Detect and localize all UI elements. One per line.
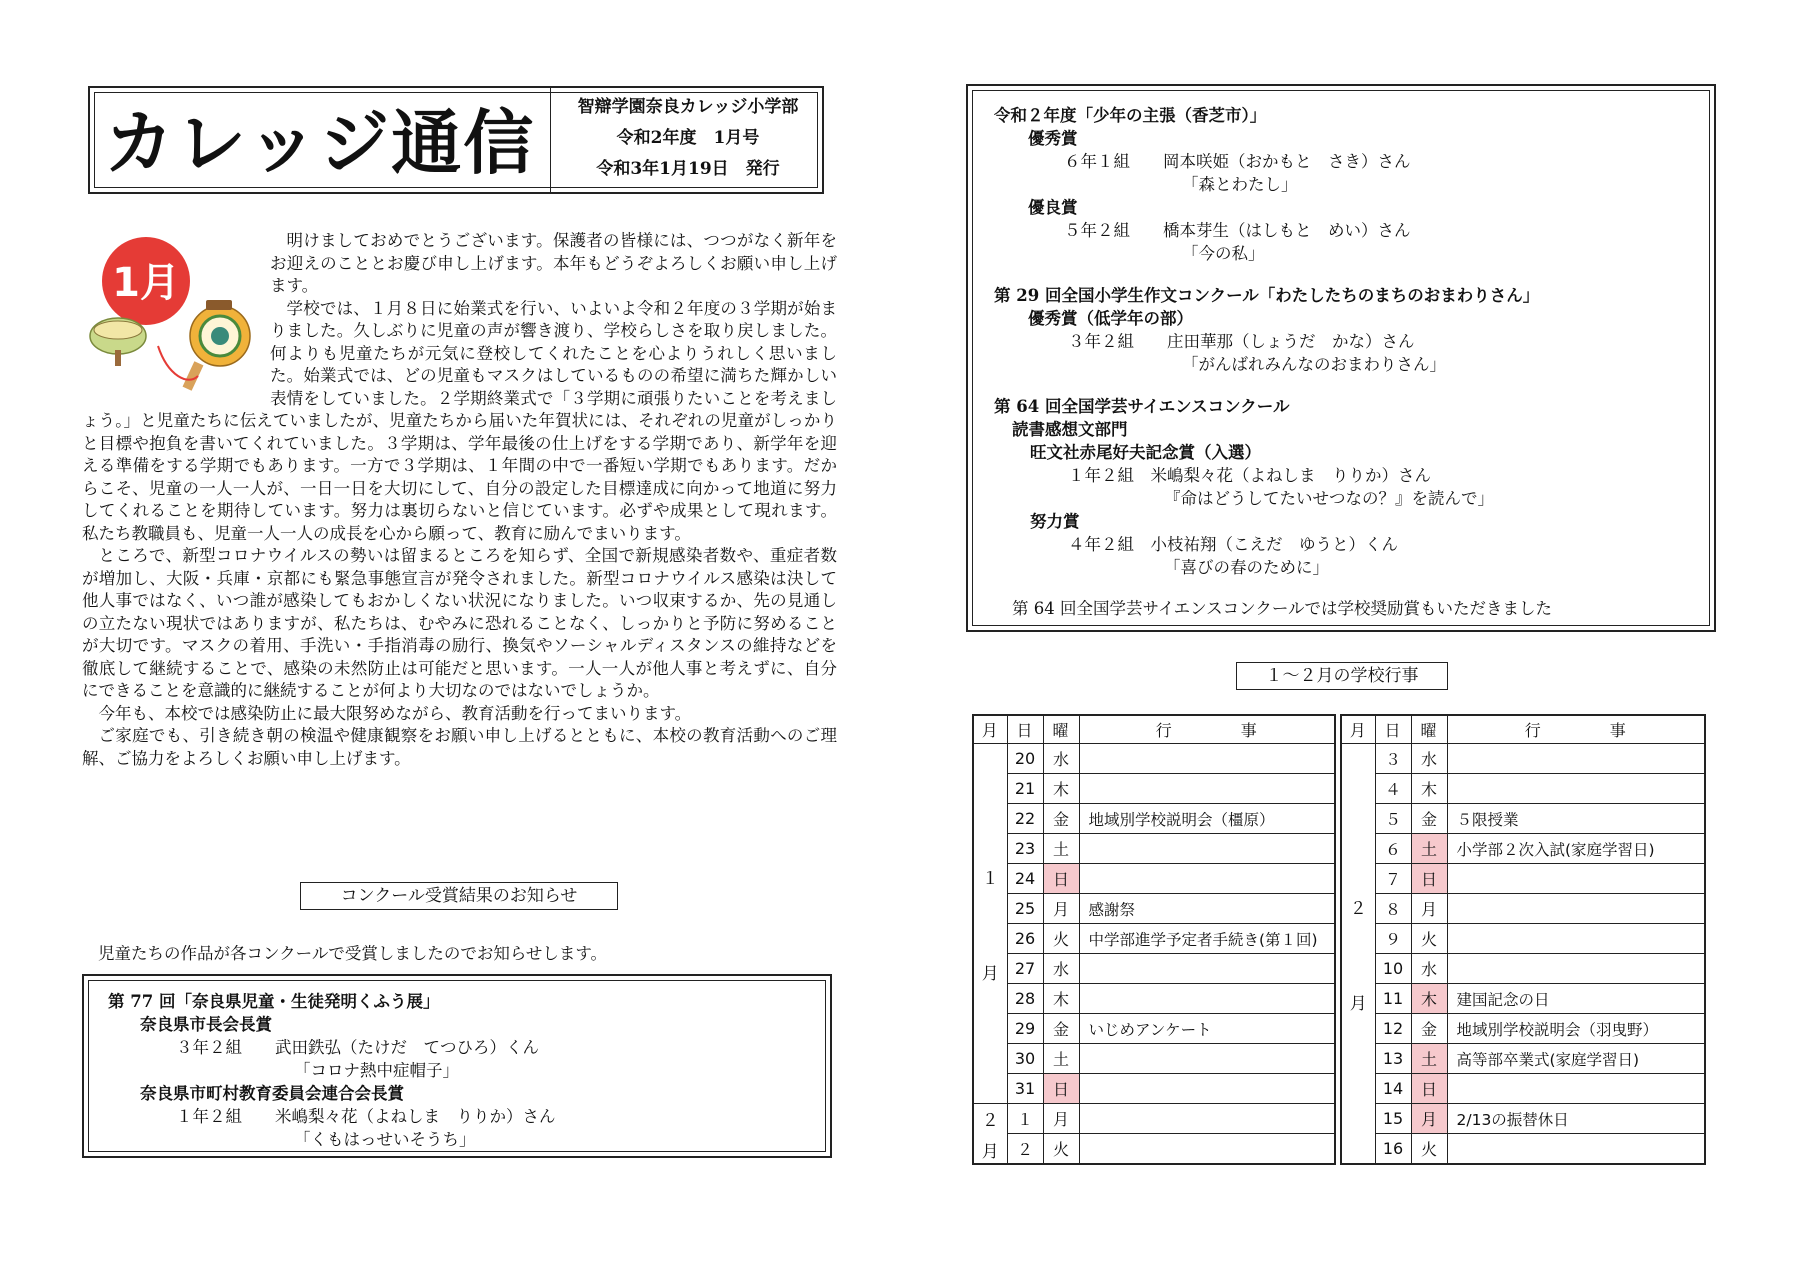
event-cell: 2/13の振替休日 (1447, 1104, 1705, 1134)
schedule-row (973, 984, 1335, 1014)
award-prize: 優秀賞 (1028, 129, 1078, 148)
weekday-cell: 土 (1043, 834, 1079, 864)
day-cell: 26 (1007, 924, 1043, 954)
event-cell (1447, 864, 1705, 894)
event-cell (1447, 774, 1705, 804)
weekday-cell: 火 (1411, 1134, 1447, 1165)
day-cell: 28 (1007, 984, 1043, 1014)
award-winner: ４年２組 小枝祐翔（こえだ ゆうと）くん (1068, 535, 1398, 554)
schedule-row (1341, 984, 1705, 1014)
weekday-cell: 金 (1411, 1014, 1447, 1044)
schedule-row (1341, 1074, 1705, 1104)
event-cell (1079, 1134, 1335, 1165)
day-cell: 16 (1375, 1134, 1411, 1165)
intro-paragraph: 学校では、１月８日に始業式を行い、いよいよ令和２年度の３学期が始まりました。久しぶりに児童の声が響き渡り、学校らしさを取り戻しました。何よりも児童たちが元気に登校してくれたことを心よりうれしく思いました。始業式では、どの児童もマスクはしているものの希望に満ちた輝かしい表情をしていました。２学期終業式で「３学期に頑張りたいことを考えましょう。」と児童たちに伝えていましたが、児童たちから届いた年賀状には、それぞれの児童がしっかりと目標や抱負を書いてくれていました。３学期は、学年最後の仕上げをする学期であり、新学年を迎える準備をする学期でもあります。一方で３学期は、１年間の中で一番短い学期でもあります。だからこそ、児童の一人一人が、一日一日を大切にして、自分の設定した目標達成に向かって地道に努力してくれることを期待しています。努力は裏切らないと信じています。必ずや成果として現れます。私たち教職員も、児童一人一人の成長を心から願って、教育に励んでまいります。 (82, 298, 838, 543)
award-prize: 奈良県市町村教育委員会連合会長賞 (140, 1084, 404, 1103)
weekday-cell: 火 (1043, 1134, 1079, 1165)
intro-paragraph: ご家庭でも、引き続き朝の検温や健康観察をお願い申し上げるとともに、本校の教育活動へのご理解、ご協力をよろしくお願い申し上げます。 (82, 726, 837, 768)
schedule-row (1341, 954, 1705, 984)
event-cell: ５限授業 (1447, 804, 1705, 834)
schedule-row (973, 924, 1335, 954)
weekday-cell: 水 (1411, 954, 1447, 984)
schedule-row (973, 894, 1335, 924)
header-event: 行 事 (1079, 715, 1335, 744)
award-winner: １年２組 米嶋梨々花（よねしま りりか）さん (176, 1107, 556, 1126)
day-cell: 30 (1007, 1044, 1043, 1074)
month-suffix: 月 (1349, 993, 1367, 1014)
schedule-row (1341, 894, 1705, 924)
day-cell: ４ (1375, 774, 1411, 804)
schedule-row (973, 1074, 1335, 1104)
event-cell (1447, 924, 1705, 954)
weekday-cell: 火 (1043, 924, 1079, 954)
award-contest-title: 第 29 回全国小学生作文コンクール「わたしたちのまちのおまわりさん」 (994, 286, 1540, 305)
award-prize: 優秀賞（低学年の部） (1028, 309, 1193, 328)
award-work-title: 「今の私」 (1182, 244, 1265, 263)
event-cell (1079, 1104, 1335, 1134)
month-suffix: 月 (981, 1141, 999, 1162)
badge-text: 1月 (112, 260, 180, 306)
award-work-title: 「コロナ熱中症帽子」 (294, 1061, 459, 1080)
schedule-table-january (972, 714, 1336, 1165)
event-cell (1079, 984, 1335, 1014)
day-cell: 23 (1007, 834, 1043, 864)
day-cell: 31 (1007, 1074, 1043, 1104)
day-cell: 29 (1007, 1014, 1043, 1044)
event-cell (1447, 1134, 1705, 1165)
schedule-row (973, 774, 1335, 804)
event-cell (1079, 744, 1335, 774)
table-header-row (1341, 715, 1705, 744)
schedule-row (973, 864, 1335, 894)
award-box-right (966, 84, 1716, 632)
intro-paragraph: ところで、新型コロナウイルスの勢いは留まるところを知らず、全国で新規感染者数や、重症者数が増加し、大阪・兵庫・京都にも緊急事態宣言が発令されました。新型コロナウイルス感染は決して他人事ではなく、いつ誰が感染してもおかしくない状況になりました。いつ収束するか、先の見通しの立たない現状ではありますが、私たちは、むやみに恐れることなく、しっかりと予防に努めることが大切です。マスクの着用、手洗い・手指消毒の励行、換気やソーシャルディスタンスの維持などを徹底して継続することで、感染の未然防止は可能だと思います。一人一人が他人事と考えずに、自分にできることを意識的に継続することが何より大切なのではないでしょうか。 (82, 546, 837, 700)
event-cell: いじめアンケート (1079, 1014, 1335, 1044)
weekday-cell: 木 (1043, 984, 1079, 1014)
schedule-row (1341, 1014, 1705, 1044)
day-cell: ５ (1375, 804, 1411, 834)
award-work-title: 「森とわたし」 (1182, 175, 1298, 194)
day-cell: 27 (1007, 954, 1043, 984)
day-cell: 24 (1007, 864, 1043, 894)
weekday-cell: 金 (1411, 804, 1447, 834)
masthead-info (560, 92, 816, 185)
day-cell: ３ (1375, 744, 1411, 774)
schedule-row (973, 1104, 1335, 1134)
schedule-row (973, 804, 1335, 834)
weekday-cell: 月 (1411, 894, 1447, 924)
award-winner: ３年２組 庄田華那（しょうだ かな）さん (1068, 332, 1415, 351)
weekday-cell: 月 (1043, 1104, 1079, 1134)
contest-intro: 児童たちの作品が各コンクールで受賞しましたのでお知らせします。 (98, 944, 608, 963)
month-number: １ (981, 868, 999, 889)
contest-heading: コンクール受賞結果のお知らせ (300, 882, 618, 910)
event-cell (1079, 834, 1335, 864)
event-cell: 感謝祭 (1079, 894, 1335, 924)
events-heading: １～２月の学校行事 (1236, 662, 1448, 690)
award-prize: 奈良県市長会長賞 (140, 1015, 272, 1034)
award-work-title: 「がんばれみんなのおまわりさん」 (1182, 355, 1446, 374)
day-cell: 20 (1007, 744, 1043, 774)
header-month: 月 (973, 715, 1007, 744)
award-category: 読書感想文部門 (1012, 420, 1128, 439)
weekday-cell: 水 (1043, 744, 1079, 774)
event-cell (1447, 894, 1705, 924)
weekday-cell: 土 (1411, 834, 1447, 864)
award-prize: 努力賞 (1030, 512, 1080, 531)
weekday-cell: 水 (1043, 954, 1079, 984)
event-cell: 小学部２次入試(家庭学習日) (1447, 834, 1705, 864)
month-number: ２ (1349, 898, 1367, 919)
schedule-row (973, 1014, 1335, 1044)
month-cell (1341, 744, 1375, 1165)
weekday-cell: 金 (1043, 804, 1079, 834)
day-cell: 14 (1375, 1074, 1411, 1104)
event-cell: 中学部進学予定者手続き(第１回) (1079, 924, 1335, 954)
weekday-cell: 日 (1043, 1074, 1079, 1104)
schedule-row (1341, 1134, 1705, 1165)
award-contest-title: 第 77 回「奈良県児童・生徒発明くふう展」 (108, 992, 440, 1011)
award-note: 第 64 回全国学芸サイエンスコンクールでは学校奨励賞もいただきました (1012, 599, 1553, 618)
weekday-cell: 土 (1043, 1044, 1079, 1074)
day-cell: 15 (1375, 1104, 1411, 1134)
intro-text (82, 230, 837, 770)
masthead (88, 86, 824, 194)
weekday-cell: 木 (1411, 774, 1447, 804)
weekday-cell: 月 (1411, 1104, 1447, 1134)
month-number: ２ (981, 1110, 999, 1131)
award-winner: ５年２組 橋本芽生（はしもと めい）さん (1064, 221, 1411, 240)
schedule-row (1341, 864, 1705, 894)
header-weekday: 曜 (1411, 715, 1447, 744)
event-cell (1447, 954, 1705, 984)
award-contest-title: 令和２年度「少年の主張（香芝市）」 (994, 106, 1267, 125)
day-cell: ６ (1375, 834, 1411, 864)
weekday-cell: 月 (1043, 894, 1079, 924)
header-day: 日 (1375, 715, 1411, 744)
award-contest-title: 第 64 回全国学芸サイエンスコンクール (994, 397, 1290, 416)
weekday-cell: 木 (1411, 984, 1447, 1014)
schedule-row (973, 1134, 1335, 1165)
award-winner: ６年１組 岡本咲姫（おかもと さき）さん (1064, 152, 1411, 171)
day-cell: 12 (1375, 1014, 1411, 1044)
schedule-row (1341, 804, 1705, 834)
event-cell: 高等部卒業式(家庭学習日) (1447, 1044, 1705, 1074)
header-weekday: 曜 (1043, 715, 1079, 744)
event-cell (1079, 1044, 1335, 1074)
intro-paragraph: 明けましておめでとうございます。保護者の皆様には、つつがなく新年をお迎えのこととお慶び申し上げます。本年もどうぞよろしくお願い申し上げます。 (270, 231, 837, 295)
award-prize: 優良賞 (1028, 198, 1078, 217)
weekday-cell: 土 (1411, 1044, 1447, 1074)
event-cell: 地域別学校説明会（羽曳野） (1447, 1014, 1705, 1044)
month-suffix: 月 (981, 963, 999, 984)
award-work-title: 「くもはっせいそうち」 (294, 1130, 476, 1149)
award-winner: ３年２組 武田鉄弘（たけだ てつひろ）くん (176, 1038, 539, 1057)
schedule-row (1341, 1104, 1705, 1134)
award-work-title: 『命はどうしてたいせつなの？』を読んで」 (1164, 489, 1494, 508)
school-name: 智辯学園奈良カレッジ小学部 (577, 97, 799, 117)
weekday-cell: 日 (1411, 1074, 1447, 1104)
day-cell: 22 (1007, 804, 1043, 834)
event-cell (1079, 864, 1335, 894)
event-cell: 地域別学校説明会（橿原） (1079, 804, 1335, 834)
schedule-row (973, 744, 1335, 774)
schedule-row (1341, 774, 1705, 804)
schedule-row (973, 834, 1335, 864)
day-cell: ２ (1007, 1134, 1043, 1165)
weekday-cell: 火 (1411, 924, 1447, 954)
issue-label: 令和2年度 1月号 (616, 128, 760, 148)
weekday-cell: 金 (1043, 1014, 1079, 1044)
intro-paragraph: 今年も、本校では感染防止に最大限努めながら、教育活動を行ってまいります。 (98, 703, 692, 723)
event-cell (1079, 774, 1335, 804)
schedule-row (1341, 1044, 1705, 1074)
header-month: 月 (1341, 715, 1375, 744)
issue-date: 令和3年1月19日 発行 (596, 159, 780, 179)
event-cell: 建国記念の日 (1447, 984, 1705, 1014)
event-cell (1079, 1074, 1335, 1104)
event-cell (1447, 1074, 1705, 1104)
award-prize: 旺文社赤尾好夫記念賞（入選） (1030, 443, 1261, 462)
schedule-row (973, 1044, 1335, 1074)
day-cell: 25 (1007, 894, 1043, 924)
day-cell: 13 (1375, 1044, 1411, 1074)
award-work-title: 「喜びの春のために」 (1164, 558, 1329, 577)
weekday-cell: 木 (1043, 774, 1079, 804)
event-cell (1447, 744, 1705, 774)
event-cell (1079, 954, 1335, 984)
day-cell: 21 (1007, 774, 1043, 804)
schedule-row (1341, 834, 1705, 864)
month-cell (973, 1104, 1007, 1165)
award-box-left (82, 974, 832, 1158)
weekday-cell: 日 (1043, 864, 1079, 894)
newsletter-title: カレッジ通信 (104, 101, 536, 184)
schedule-table-february (1340, 714, 1706, 1165)
day-cell: １ (1007, 1104, 1043, 1134)
day-cell: ９ (1375, 924, 1411, 954)
day-cell: 10 (1375, 954, 1411, 984)
month-cell (973, 744, 1007, 1104)
header-day: 日 (1007, 715, 1043, 744)
schedule-row (973, 954, 1335, 984)
table-header-row (973, 715, 1335, 744)
header-event: 行 事 (1447, 715, 1705, 744)
day-cell: ８ (1375, 894, 1411, 924)
day-cell: ７ (1375, 864, 1411, 894)
schedule-row (1341, 744, 1705, 774)
weekday-cell: 水 (1411, 744, 1447, 774)
schedule-row (1341, 924, 1705, 954)
weekday-cell: 日 (1411, 864, 1447, 894)
award-winner: １年２組 米嶋梨々花（よねしま りりか）さん (1068, 466, 1431, 485)
day-cell: 11 (1375, 984, 1411, 1014)
